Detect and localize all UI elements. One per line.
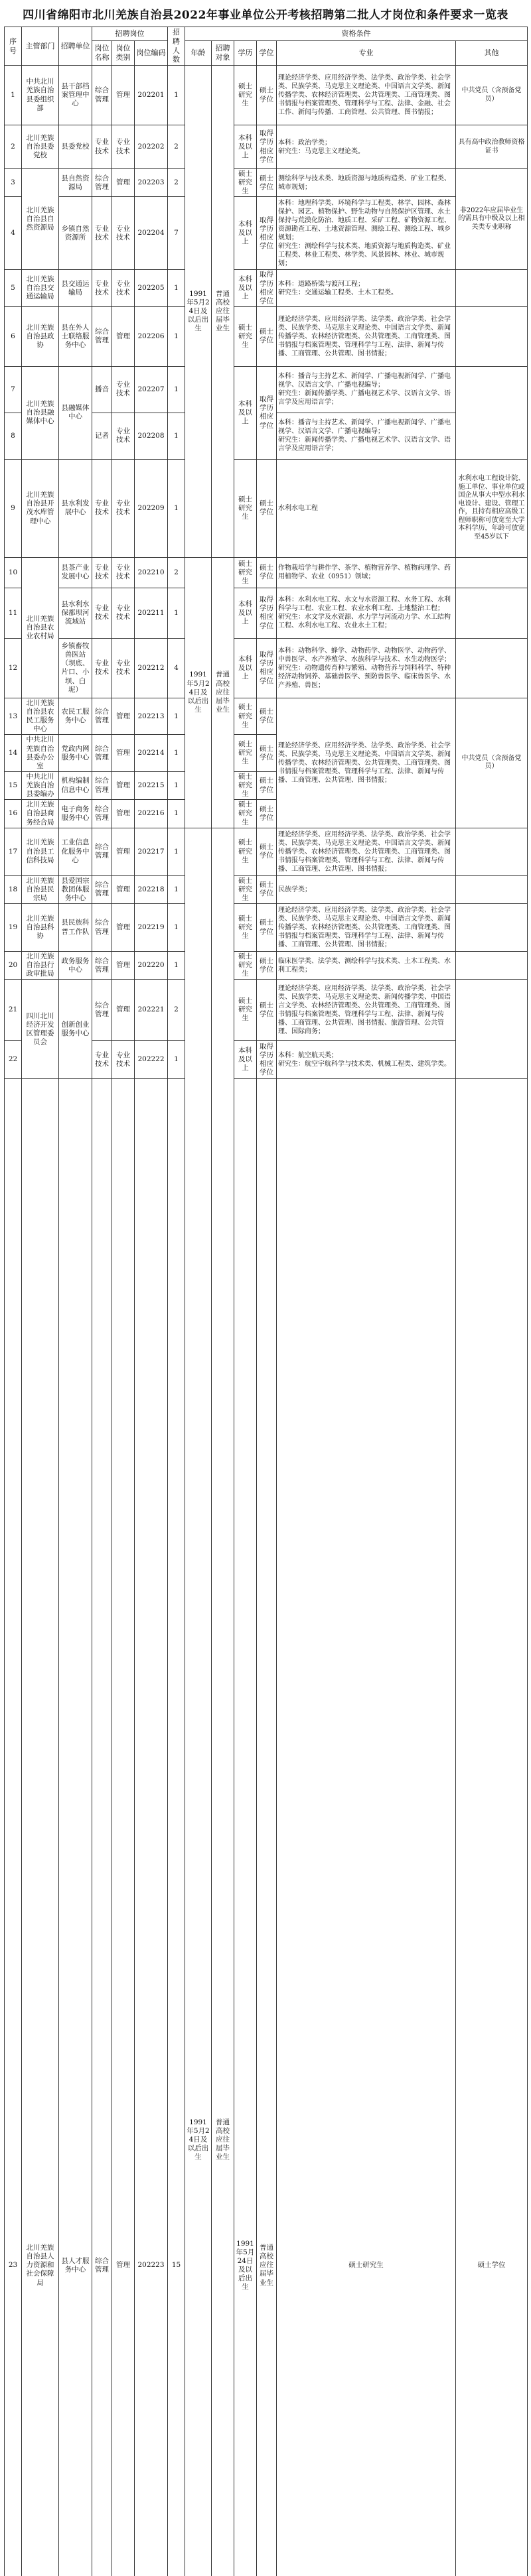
- header-dept: 主管部门: [22, 27, 59, 66]
- cell-major: 本科：播音与主持艺术、新闻学、广播电视新闻学、广播电视学、汉语言文学、广播电视编导； 研究生：新闻传播学类、广播电视艺术学、汉语言文学、语言学及应用语言学；: [277, 366, 456, 413]
- cell-post-type: 管理: [112, 828, 135, 875]
- cell-post-type: 管理: [112, 1079, 135, 2576]
- cell-count: 1: [168, 306, 185, 366]
- cell-seq: 4: [5, 197, 22, 270]
- table-row: [5, 270, 528, 307]
- header-post-type: 岗位类别: [112, 40, 135, 65]
- cell-dept: 北川羌族自治县科协: [22, 904, 59, 952]
- cell-seq: 3: [5, 169, 22, 197]
- cell-unit: 县自然资源局: [59, 169, 92, 197]
- cell-seq: 17: [5, 828, 22, 875]
- cell-edu: 硕士研究生: [234, 306, 257, 366]
- cell-dept: 北川羌族自治县交通运输局: [22, 270, 59, 307]
- cell-count: 1: [168, 270, 185, 307]
- cell-post-name: 综合管理: [92, 828, 112, 875]
- cell-post-name: 专业技术: [92, 588, 112, 638]
- cell-major: 本科：水利水电工程、水文与水资源工程、水务工程、水利科学与工程、农业工程、农业水利工程、土地整治工程； 研究生：水文学及水资源、水力学与河流动力学、水工结构工程、水利水电工程、农业水土工程；: [277, 588, 456, 638]
- cell-post-code: 202214: [135, 735, 168, 772]
- cell-major: 水利水电工程: [277, 459, 456, 557]
- header-unit: 招聘单位: [59, 27, 92, 66]
- cell-degree: 取得学历相应学位: [257, 270, 277, 307]
- cell-other: [456, 904, 528, 952]
- cell-edu: 硕士研究生: [234, 904, 257, 952]
- cell-dept: 北川羌族自治县开茂水库管理中心: [22, 459, 59, 557]
- cell-post-code: 202206: [135, 306, 168, 366]
- cell-count: 1: [168, 459, 185, 557]
- cell-count: 2: [168, 557, 185, 588]
- table-row: [5, 698, 528, 735]
- cell-degree: 硕士学位: [257, 66, 277, 125]
- cell-target: 普通高校应往届毕业生: [212, 66, 234, 558]
- table-row: [5, 980, 528, 1041]
- cell-post-name: 专业技术: [92, 125, 112, 169]
- cell-seq: 20: [5, 952, 22, 980]
- cell-post-name: 综合管理: [92, 735, 112, 772]
- cell-major: 本科：航空航天类； 研究生：航空宇航科学与技术类、机械工程类、建筑学类。: [277, 1041, 456, 1079]
- cell-post-code: 202208: [135, 413, 168, 459]
- table-row: [5, 306, 528, 366]
- cell-dept: 北川羌族自治县工信科技局: [22, 828, 59, 875]
- cell-post-code: 202213: [135, 698, 168, 735]
- cell-post-type: 专业技术: [112, 1041, 135, 1079]
- cell-seq: 7: [5, 366, 22, 413]
- cell-count: 1: [168, 413, 185, 459]
- cell-count: 1: [168, 875, 185, 903]
- cell-post-name: 综合管理: [92, 66, 112, 125]
- cell-post-type: 管理: [112, 952, 135, 980]
- cell-age: 1991年5月24日及以后出生: [185, 557, 212, 828]
- cell-degree: 硕士学位: [257, 980, 277, 1041]
- cell-post-type: 专业技术: [112, 557, 135, 588]
- cell-degree: 取得学历相应学位: [257, 638, 277, 698]
- cell-seq: 18: [5, 875, 22, 903]
- cell-age: 1991年5月24日及以后出生: [185, 66, 212, 558]
- table-row: [5, 588, 528, 638]
- cell-unit: 农民工服务中心: [59, 698, 92, 735]
- cell-post-type: 专业技术: [112, 125, 135, 169]
- cell-target: 普通高校应往届毕业生: [212, 828, 234, 2576]
- cell-major: 临床医学类、法学类、测绘科学与技术类、土木工程类、水利工程类；: [277, 952, 456, 980]
- cell-other: 具有高中政治教师资格证书: [456, 125, 528, 169]
- cell-seq: 23: [5, 1079, 22, 2576]
- cell-unit: 工业信息化服务中心: [59, 828, 92, 875]
- cell-dept: 北川羌族自治县人力资源和社会保障局: [22, 1079, 59, 2576]
- cell-post-type: 管理: [112, 735, 135, 772]
- cell-post-name: 综合管理: [92, 169, 112, 197]
- table-row: [5, 557, 528, 588]
- cell-edu: 本科及以上: [234, 588, 257, 638]
- cell-post-name: 综合管理: [92, 800, 112, 828]
- cell-post-name: 综合管理: [92, 904, 112, 952]
- header-edu: 学历: [234, 40, 257, 65]
- cell-other: [456, 875, 528, 903]
- cell-dept: 北川羌族自治县委党校: [22, 125, 59, 169]
- table-row: [5, 66, 528, 125]
- cell-dept: 北川羌族自治县融媒体中心: [22, 366, 59, 459]
- cell-post-code: 202202: [135, 125, 168, 169]
- cell-degree: 取得学历相应学位: [257, 197, 277, 270]
- cell-post-type: 专业技术: [112, 638, 135, 698]
- cell-major: 理论经济学类、应用经济学类、法学类、政治学类、社会学类、民族学类、马克思主义理论类、新闻传播学类、中国语言文学类、农林经济管理类、公共管理类、工商管理类、图书情报与档案管理类、管理科学与工程、法律、新闻与传播、工商管理、公共管理、图书情报、旅游管理、公共管理、国际商务；: [277, 980, 456, 1041]
- cell-degree: 硕士学位: [257, 735, 277, 772]
- cell-degree: 硕士学位: [257, 698, 277, 735]
- cell-degree: 硕士学位: [257, 904, 277, 952]
- cell-seq: 8: [5, 413, 22, 459]
- cell-post-name: 专业技术: [92, 638, 112, 698]
- cell-unit: 县水利水保都坝河流域站: [59, 588, 92, 638]
- cell-post-name: 记者: [92, 413, 112, 459]
- cell-other: 中共党员（含预备党员）: [456, 698, 528, 828]
- cell-post-code: 202220: [135, 952, 168, 980]
- table-row: [5, 638, 528, 698]
- cell-post-code: 202223: [135, 1079, 168, 2576]
- cell-post-code: 202205: [135, 270, 168, 307]
- cell-other: 水利水电工程设计院、施工单位、事业单位或国企从事大中型水利水电设计、建设、管理工作，且持有相应高级工程师职称可放宽至大学本科学历，年龄可放宽至45岁以下: [456, 459, 528, 557]
- cell-other: [456, 638, 528, 698]
- cell-post-name: 专业技术: [92, 1041, 112, 1079]
- cell-post-type: 专业技术: [112, 459, 135, 557]
- header-qual: 资格条件: [185, 27, 528, 41]
- cell-other: [456, 828, 528, 875]
- cell-other: [456, 557, 528, 588]
- cell-dept: 北川羌族自治县行政审批局: [22, 952, 59, 980]
- cell-unit: 创新创业服务中心: [59, 980, 92, 1079]
- cell-post-code: 202216: [135, 800, 168, 828]
- cell-edu: 硕士研究生: [234, 735, 257, 772]
- cell-post-type: 管理: [112, 66, 135, 125]
- header-post: 招聘岗位: [92, 27, 168, 41]
- cell-edu: 硕士研究生: [234, 828, 257, 875]
- cell-seq: 13: [5, 698, 22, 735]
- cell-degree: 硕士学位: [257, 828, 277, 875]
- cell-unit: 机构编制信息中心: [59, 771, 92, 799]
- cell-unit: 县融媒体中心: [59, 366, 92, 459]
- cell-seq: 21: [5, 980, 22, 1041]
- cell-edu: 硕士研究生: [234, 698, 257, 735]
- cell-edu: 硕士研究生: [277, 1079, 456, 2576]
- table-row: [5, 125, 528, 169]
- cell-count: 1: [168, 904, 185, 952]
- cell-post-name: 综合管理: [92, 875, 112, 903]
- cell-post-code: 202209: [135, 459, 168, 557]
- header-post-code: 岗位编码: [135, 40, 168, 65]
- cell-count: 1: [168, 828, 185, 875]
- cell-degree: 取得学历相应学位: [257, 588, 277, 638]
- cell-edu: 本科及以上: [234, 270, 257, 307]
- cell-other: [456, 980, 528, 1079]
- cell-major: 本科：动物科学、蜂学、动物药学、动物医学、动物药学、中兽医学、水产养殖学、水族科学与技术、水生动物医学； 研究生：动物遗传育种与繁殖、动物营养与饲料科学、特种经济动物饲养、基础兽医学、预防兽医学、临床兽医学、水产养殖、兽医；: [277, 638, 456, 698]
- cell-dept: 四川北川经济开发区管理委员会: [22, 980, 59, 1079]
- cell-seq: 22: [5, 1041, 22, 1079]
- cell-major: 理论经济学类、应用经济学类、法学类、政治学类、社会学类、民族学类、马克思主义理论类、中国语言文学类、新闻传播学类、农林经济管理类、公共管理类、工商管理类、图书情报与档案管理类、管理科学与工程、法律、新闻与传播、工商管理、公共管理、图书情报；: [277, 698, 456, 828]
- cell-degree: 硕士学位: [257, 875, 277, 903]
- cell-degree: 硕士学位: [257, 169, 277, 197]
- cell-degree: 取得学历相应学位: [257, 125, 277, 169]
- cell-edu: 硕士研究生: [234, 771, 257, 799]
- cell-seq: 10: [5, 557, 22, 588]
- page-title: 四川省绵阳市北川羌族自治县2022年事业单位公开考核招聘第二批人才岗位和条件要求一览表: [23, 9, 508, 22]
- cell-unit: 党政内网服务中心: [59, 735, 92, 772]
- cell-seq: 2: [5, 125, 22, 169]
- cell-dept: 北川羌族自治县商务经合局: [22, 800, 59, 828]
- cell-other: 非2022年应届毕业生的需具有中级及以上相关类专业职称: [456, 169, 528, 270]
- cell-post-type: 管理: [112, 980, 135, 1041]
- cell-major: 本科：道路桥梁与渡河工程； 研究生：交通运输工程类、土木工程类。: [277, 270, 456, 307]
- cell-count: 1: [168, 1041, 185, 1079]
- cell-edu: 硕士研究生: [234, 66, 257, 125]
- cell-degree: 硕士学位: [257, 306, 277, 366]
- cell-degree: 硕士学位: [257, 771, 277, 799]
- table-row: [5, 169, 528, 197]
- cell-dept: 北川羌族自治县政协: [22, 306, 59, 366]
- cell-post-type: 管理: [112, 904, 135, 952]
- cell-edu: 硕士研究生: [234, 557, 257, 588]
- cell-count: 7: [168, 197, 185, 270]
- cell-unit: 乡镇自然资源所: [59, 197, 92, 270]
- cell-unit: 县茶产业发展中心: [59, 557, 92, 588]
- table-row: [5, 952, 528, 980]
- cell-seq: 1: [5, 66, 22, 125]
- cell-edu: 硕士研究生: [234, 459, 257, 557]
- cell-post-type: 专业技术: [112, 270, 135, 307]
- cell-major: 理论经济学类、应用经济学类、法学类、政治学类、社会学类、民族学类、马克思主义理论类、中国语言文学类、新闻传播学类、农林经济管理类、公共管理类、工商管理类、图书情报与档案管理类、管理科学与工程、法律、新闻与传播、工商管理、公共管理、图书情报；: [277, 904, 456, 952]
- cell-seq: 16: [5, 800, 22, 828]
- table-row: [5, 366, 528, 413]
- header-seq: 序号: [5, 27, 22, 66]
- header-target: 招聘对象: [212, 40, 234, 65]
- cell-major: 本科：地理科学类、环境科学与工程类、林学、园林、森林保护、园艺、植物保护、野生动物与自然保护区管理、水土保持与荒漠化防治、地质工程、采矿工程、矿物资源工程、资源勘查工程、土地资源管理、测绘工程、测绘工程、城乡规划； 研究生：测绘科学与技术类、地质资源与地质构造类、矿业工程类、林业工程类、林学类、风景园林、林业、城市规划；: [277, 197, 456, 270]
- cell-degree: 取得学历相应学位: [257, 1041, 277, 1079]
- cell-seq: 14: [5, 735, 22, 772]
- cell-seq: 11: [5, 588, 22, 638]
- cell-degree: 硕士学位: [257, 800, 277, 828]
- cell-unit: 县水利发展中心: [59, 459, 92, 557]
- cell-edu: 硕士研究生: [234, 952, 257, 980]
- cell-post-name: 专业技术: [92, 557, 112, 588]
- header-age: 年龄: [185, 40, 212, 65]
- cell-seq: 19: [5, 904, 22, 952]
- cell-edu: 硕士研究生: [234, 800, 257, 828]
- cell-post-code: 202219: [135, 904, 168, 952]
- cell-post-name: 专业技术: [92, 270, 112, 307]
- cell-edu: 硕士研究生: [234, 875, 257, 903]
- cell-seq: 15: [5, 771, 22, 799]
- cell-edu: 本科及以上: [234, 1041, 257, 1079]
- cell-post-type: 专业技术: [112, 588, 135, 638]
- cell-post-code: 202212: [135, 638, 168, 698]
- cell-seq: 9: [5, 459, 22, 557]
- cell-post-code: 202221: [135, 980, 168, 1041]
- cell-unit: 县委党校: [59, 125, 92, 169]
- cell-major: 理论经济学类、应用经济学类、法学类、政治学类、社会学类、民族学类、马克思主义理论类、中国语言文学类、新闻传播学类、农林经济管理类、公共管理类、工商管理类、图书情报与档案管理类、管理科学与工程、法律、新闻与传播、工商管理、公共管理、图书情报；: [277, 306, 456, 366]
- cell-post-code: 202211: [135, 588, 168, 638]
- table-row: [5, 875, 528, 903]
- cell-other: [456, 306, 528, 366]
- cell-post-name: 综合管理: [92, 952, 112, 980]
- header-other: 其他: [456, 40, 528, 65]
- cell-unit: 政务服务中心: [59, 952, 92, 980]
- cell-other: [456, 952, 528, 980]
- cell-unit: 电子商务服务中心: [59, 800, 92, 828]
- cell-unit: 县干部档案管理中心: [59, 66, 92, 125]
- recruitment-table: [4, 27, 528, 2576]
- cell-post-type: 管理: [112, 800, 135, 828]
- cell-count: 1: [168, 698, 185, 735]
- header-post-name: 岗位名称: [92, 40, 112, 65]
- header-count: 招聘人数: [168, 27, 185, 66]
- cell-post-name: 综合管理: [92, 1079, 112, 2576]
- cell-dept: 北川羌族自治县农民工服务中心: [22, 698, 59, 735]
- cell-post-type: 管理: [112, 875, 135, 903]
- cell-degree: 硕士学位: [257, 557, 277, 588]
- cell-post-code: 202204: [135, 197, 168, 270]
- table-row: [5, 1079, 528, 2576]
- cell-edu: 硕士研究生: [234, 980, 257, 1041]
- cell-major: 理论经济学类、应用经济学类、法学类、政治学类、社会学类、民族学类、马克思主义理论类、中国语言文学类、新闻传播学类、农林经济管理类、公共管理类、工商管理类、图书情报与档案管理类、管理科学与工程、法律、金融、社会工作、新闻与传播、工商管理、公共管理、图书情报；: [277, 66, 456, 125]
- cell-unit: 县在外人士联络服务中心: [59, 306, 92, 366]
- cell-dept: 中共北川羌族自治县委组织部: [22, 66, 59, 125]
- cell-degree: 硕士学位: [257, 459, 277, 557]
- cell-dept: 北川羌族自治县农业农村局: [22, 557, 59, 698]
- cell-seq: 5: [5, 270, 22, 307]
- cell-count: 1: [168, 771, 185, 799]
- cell-major: 民族学类；: [277, 875, 456, 903]
- cell-post-code: 202210: [135, 557, 168, 588]
- cell-major: 测绘科学与技术类、地质资源与地质构造类、矿业工程类、城市规划；: [277, 169, 456, 197]
- table-row: [5, 459, 528, 557]
- cell-degree: 硕士学位: [257, 952, 277, 980]
- cell-unit: 县交通运输局: [59, 270, 92, 307]
- cell-edu: 本科及以上: [234, 125, 257, 169]
- cell-edu: 本科及以上: [234, 366, 257, 459]
- cell-post-type: 专业技术: [112, 366, 135, 413]
- cell-post-type: 管理: [112, 169, 135, 197]
- cell-post-name: 综合管理: [92, 698, 112, 735]
- cell-count: 1: [168, 366, 185, 413]
- cell-degree: 硕士学位: [456, 1079, 528, 2576]
- cell-post-name: 综合管理: [92, 306, 112, 366]
- header-major: 专业: [277, 40, 456, 65]
- cell-other: [456, 270, 528, 307]
- cell-unit: 县人才服务中心: [59, 1079, 92, 2576]
- cell-other: [456, 366, 528, 459]
- cell-seq: 12: [5, 638, 22, 698]
- table-row: [5, 904, 528, 952]
- cell-post-name: 综合管理: [92, 771, 112, 799]
- cell-unit: 县爱国宗教团体服务中心: [59, 875, 92, 903]
- cell-post-code: 202203: [135, 169, 168, 197]
- cell-target: 普通高校应往届毕业生: [257, 1079, 277, 2576]
- cell-count: 2: [168, 169, 185, 197]
- cell-age: 1991年5月24日及以后出生: [234, 1079, 257, 2576]
- cell-major: 作物栽培学与耕作学、茶学、植物营养学、植物病理学、药用植物学、农业（0951）领域；: [277, 557, 456, 588]
- cell-post-name: 专业技术: [92, 197, 112, 270]
- cell-count: 1: [168, 588, 185, 638]
- cell-count: 15: [168, 1079, 185, 2576]
- table-row: [5, 828, 528, 875]
- cell-post-type: 管理: [112, 698, 135, 735]
- cell-unit: 乡镇畜牧兽医站（坝底、片口、小坝、白坭）: [59, 638, 92, 698]
- table-row: [5, 197, 528, 270]
- cell-count: 1: [168, 952, 185, 980]
- cell-post-name: 播音: [92, 366, 112, 413]
- cell-unit: 县民族科普工作队: [59, 904, 92, 952]
- cell-edu: 本科及以上: [234, 197, 257, 270]
- header-row-1: [5, 27, 528, 41]
- cell-major: 本科：播音与主持艺术、新闻学、广播电视新闻学、广播电视学、汉语言文学、广播电视编导； 研究生：新闻传播学类、广播电视艺术学、汉语言文学、语言学及应用语言学；: [277, 413, 456, 459]
- cell-count: 2: [168, 125, 185, 169]
- cell-post-code: 202217: [135, 828, 168, 875]
- header-degree: 学位: [257, 40, 277, 65]
- cell-post-code: 202201: [135, 66, 168, 125]
- cell-count: 1: [168, 800, 185, 828]
- cell-major: 理论经济学类、应用经济学类、法学类、政治学类、社会学类、民族学类、马克思主义理论类、中国语言文学类、新闻传播学类、农林经济管理类、公共管理类、工商管理类、图书情报与档案管理类、管理科学与工程、法律、新闻与传播、工商管理、公共管理、图书情报；: [277, 828, 456, 875]
- cell-major: 本科：政治学类； 研究生：马克思主义理论类。: [277, 125, 456, 169]
- cell-dept: 中共北川羌族自治县委办公室: [22, 735, 59, 772]
- cell-seq: 6: [5, 306, 22, 366]
- cell-post-code: 202207: [135, 366, 168, 413]
- cell-other: 中共党员（含预备党员）: [456, 66, 528, 125]
- cell-post-name: 专业技术: [92, 459, 112, 557]
- cell-degree: 取得学历相应学位: [257, 366, 277, 459]
- cell-dept: 北川羌族自治县民宗局: [22, 875, 59, 903]
- cell-post-code: 202218: [135, 875, 168, 903]
- cell-count: 4: [168, 638, 185, 698]
- cell-post-code: 202222: [135, 1041, 168, 1079]
- cell-post-code: 202215: [135, 771, 168, 799]
- cell-target: 普通高校应往届毕业生: [212, 557, 234, 828]
- cell-edu: 本科及以上: [234, 638, 257, 698]
- cell-count: 1: [168, 735, 185, 772]
- cell-dept: 中共北川羌族自治县委编办: [22, 771, 59, 799]
- cell-other: [456, 588, 528, 638]
- cell-post-type: 管理: [112, 771, 135, 799]
- cell-age: 1991年5月24日及以后出生: [185, 828, 212, 2576]
- cell-count: 1: [168, 66, 185, 125]
- cell-dept: 北川羌族自治县自然资源局: [22, 169, 59, 270]
- cell-post-name: 综合管理: [92, 980, 112, 1041]
- cell-edu: 硕士研究生: [234, 169, 257, 197]
- cell-post-type: 管理: [112, 306, 135, 366]
- cell-post-type: 专业技术: [112, 413, 135, 459]
- cell-post-type: 专业技术: [112, 197, 135, 270]
- cell-count: 2: [168, 980, 185, 1041]
